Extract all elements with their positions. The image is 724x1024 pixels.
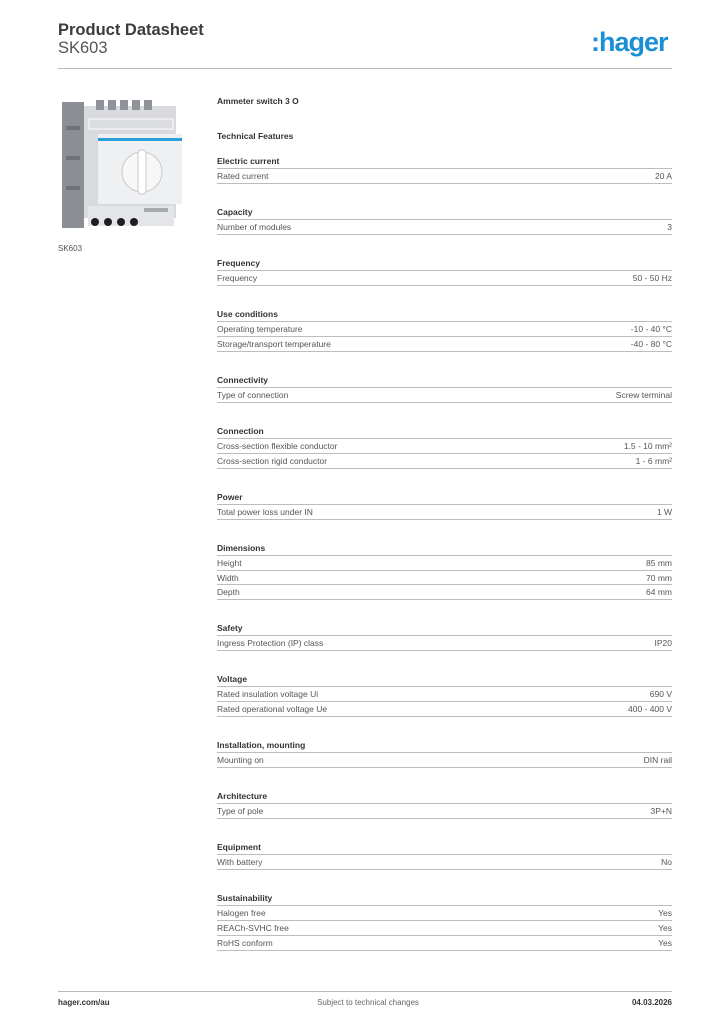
product-name: Ammeter switch 3 O: [217, 96, 299, 106]
spec-label: Halogen free: [217, 908, 266, 919]
group-end-divider: [217, 402, 672, 403]
group-end-divider: [217, 767, 672, 768]
spec-value: 1.5 - 10 mm²: [623, 441, 672, 452]
group-title: Installation, mounting: [217, 740, 306, 750]
spec-label: Rated operational voltage Ue: [217, 703, 328, 714]
group-title: Use conditions: [217, 309, 278, 320]
group-end-divider: [217, 468, 672, 469]
spec-row: [217, 168, 672, 183]
group-title: Electric current: [217, 156, 280, 166]
spec-row: [217, 321, 672, 336]
spec-row: [217, 686, 672, 701]
group-end-divider: [217, 351, 672, 352]
spec-row: [217, 555, 672, 570]
hager-logo: [591, 24, 675, 60]
spec-value: DIN rail: [643, 755, 672, 765]
spec-value: 85 mm: [646, 557, 672, 568]
spec-label: Rated current: [217, 171, 269, 181]
spec-label: Total power loss under IN: [217, 506, 313, 517]
group-end-divider: [217, 650, 672, 651]
group-end-divider: [217, 818, 672, 819]
group-title: Architecture: [217, 791, 268, 802]
spec-value: 690 V: [649, 689, 672, 700]
spec-row: [217, 752, 672, 767]
spec-value: 1 W: [656, 506, 672, 517]
spec-row: [217, 219, 672, 234]
group-title: Connectivity: [217, 375, 269, 385]
product-code: SK603: [58, 39, 108, 57]
spec-row: [217, 504, 672, 519]
spec-value: -40 - 80 °C: [630, 338, 672, 349]
spec-value: 400 - 400 V: [628, 703, 672, 714]
group-end-divider: [217, 234, 672, 235]
group-title: Equipment: [217, 842, 261, 853]
footer-notice: Subject to technical changes: [317, 998, 419, 1007]
logo-text: :hager: [591, 27, 668, 57]
spec-row: [217, 803, 672, 818]
spec-row: [217, 905, 672, 920]
spec-row: [217, 935, 672, 950]
product-image: [58, 96, 202, 234]
spec-value: Yes: [658, 908, 672, 919]
spec-row: [217, 336, 672, 351]
spec-row: [217, 635, 672, 650]
spec-row: [217, 453, 672, 468]
spec-label: Rated insulation voltage Ui: [217, 689, 319, 700]
spec-value: 3P+N: [650, 806, 672, 817]
footer-website: hager.com/au: [58, 998, 110, 1007]
technical-features-heading: Technical Features: [217, 131, 294, 141]
spec-row: [217, 584, 672, 599]
spec-label: Number of modules: [217, 222, 292, 233]
spec-value: Yes: [658, 922, 672, 933]
spec-label: Cross-section rigid conductor: [217, 455, 328, 466]
spec-value: 3: [667, 222, 672, 233]
spec-value: 64 mm: [646, 587, 672, 598]
footer-date: 04.03.2026: [631, 998, 672, 1007]
spec-label: Operating temperature: [217, 324, 303, 335]
group-end-divider: [217, 285, 672, 286]
group-title: Voltage: [217, 674, 248, 685]
spec-row: [217, 854, 672, 869]
footer-divider: [58, 991, 672, 992]
spec-label: REACh-SVHC free: [217, 922, 289, 933]
spec-row: [217, 387, 672, 402]
header-divider: [58, 68, 672, 69]
spec-value: 50 - 50 Hz: [632, 273, 672, 284]
spec-label: Cross-section flexible conductor: [217, 441, 338, 452]
group-title: Capacity: [217, 207, 253, 218]
page-title: Product Datasheet: [58, 21, 204, 39]
image-caption: SK603: [58, 244, 83, 253]
spec-label: Type of pole: [217, 806, 264, 817]
spec-label: Type of connection: [217, 390, 289, 400]
spec-value: Screw terminal: [615, 390, 672, 400]
spec-label: Width: [217, 572, 239, 583]
spec-label: With battery: [217, 857, 263, 868]
group-end-divider: [217, 716, 672, 717]
spec-label: Frequency: [217, 273, 258, 284]
group-title: Safety: [217, 623, 243, 634]
group-title: Power: [217, 491, 243, 502]
group-end-divider: [217, 950, 672, 951]
spec-value: Yes: [658, 937, 672, 948]
group-end-divider: [217, 519, 672, 520]
spec-value: -10 - 40 °C: [630, 324, 672, 335]
group-title: Sustainability: [217, 893, 273, 904]
group-end-divider: [217, 599, 672, 600]
group-title: Dimensions: [217, 542, 266, 553]
spec-value: No: [661, 857, 672, 868]
spec-value: 20 A: [654, 171, 672, 181]
spec-row: [217, 438, 672, 453]
group-title: Connection: [217, 426, 264, 437]
spec-row: [217, 570, 672, 585]
spec-label: Depth: [217, 587, 240, 598]
group-end-divider: [217, 183, 672, 184]
spec-row: [217, 920, 672, 935]
spec-row: [217, 270, 672, 285]
spec-value: 70 mm: [646, 572, 672, 583]
spec-label: Height: [217, 557, 242, 568]
spec-label: Ingress Protection (IP) class: [217, 638, 324, 649]
spec-value: IP20: [654, 638, 672, 649]
spec-label: RoHS conform: [217, 937, 273, 948]
spec-label: Storage/transport temperature: [217, 338, 331, 349]
spec-value: 1 - 6 mm²: [635, 455, 672, 466]
spec-row: [217, 701, 672, 716]
spec-label: Mounting on: [217, 755, 264, 765]
group-title: Frequency: [217, 258, 260, 269]
group-end-divider: [217, 869, 672, 870]
